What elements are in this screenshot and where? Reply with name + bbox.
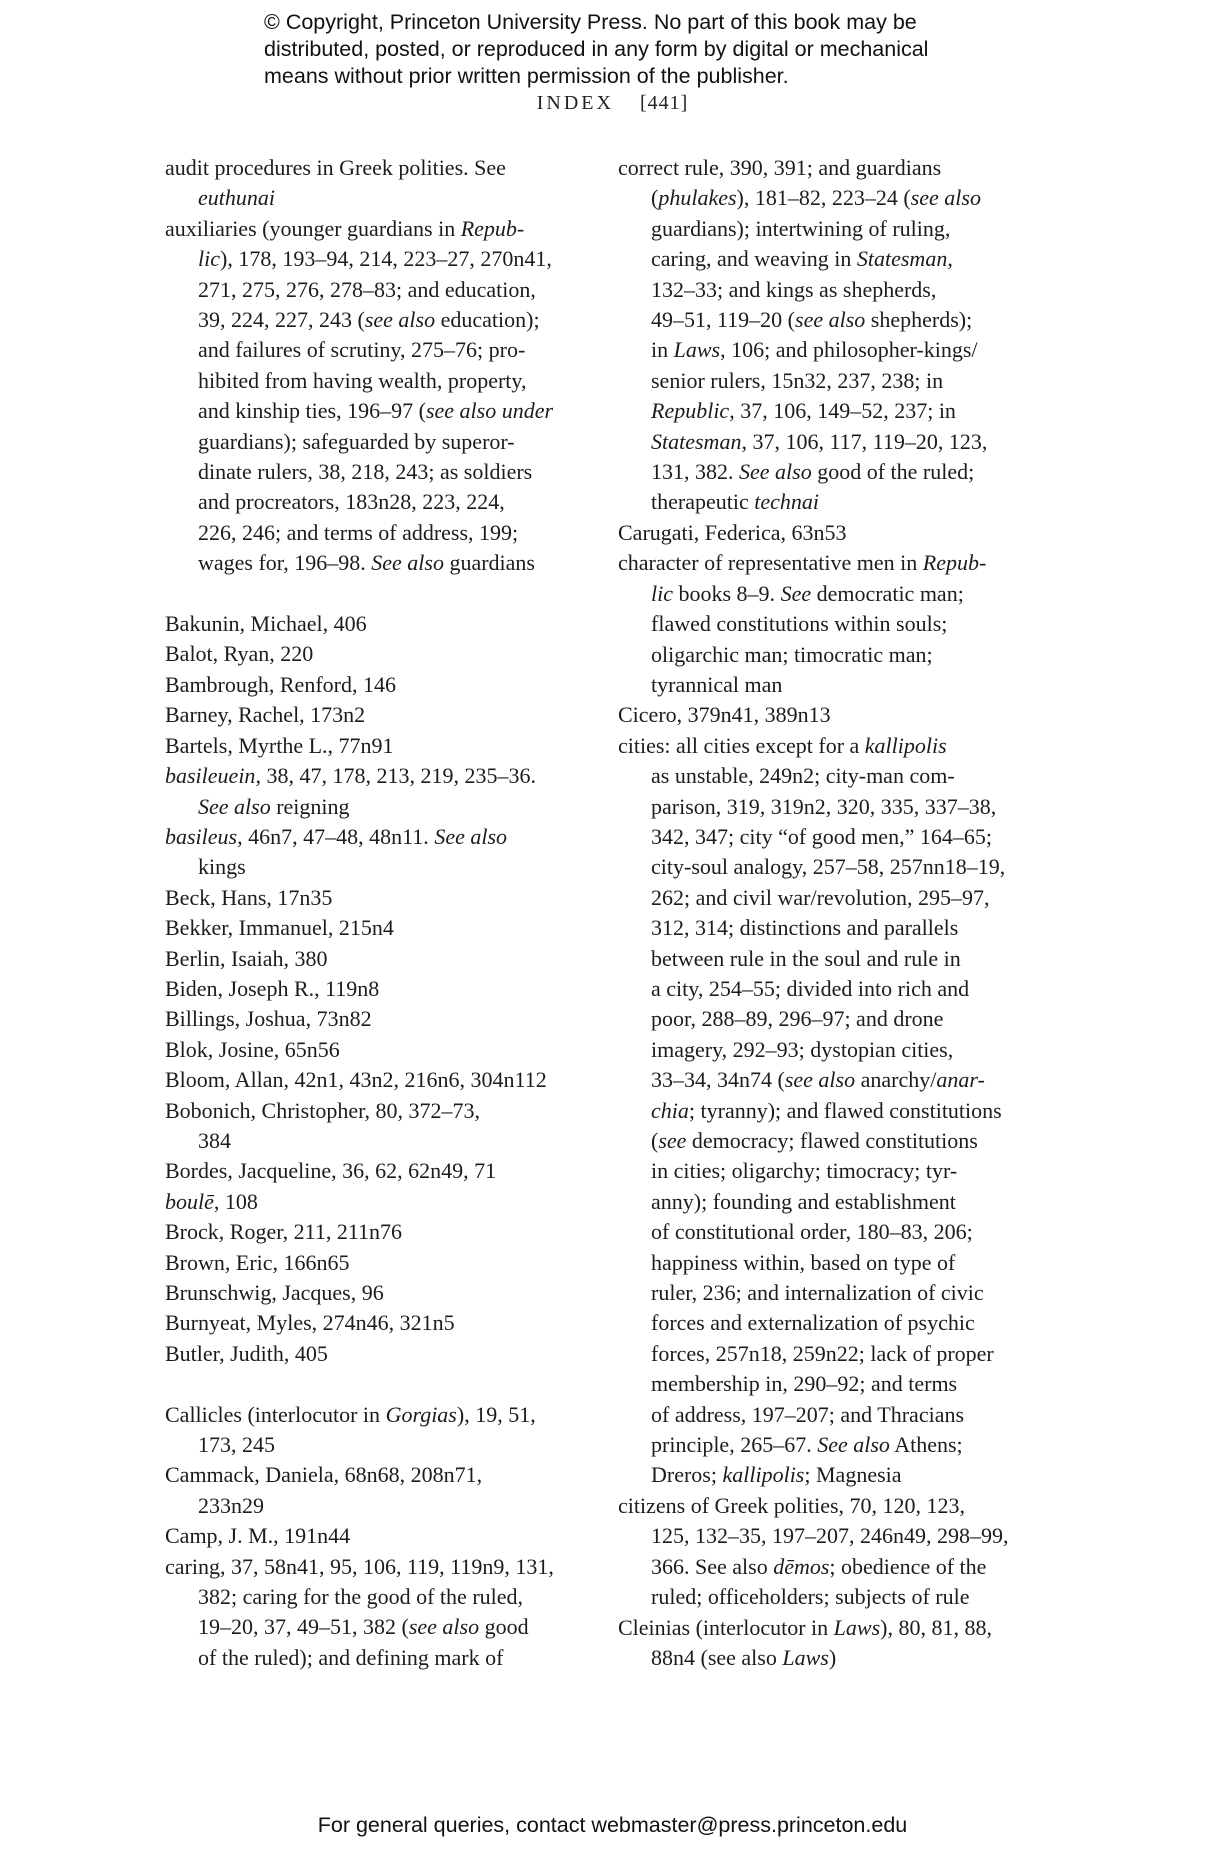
index-entry: Berlin, Isaiah, 380 [165, 945, 328, 971]
index-entry: Brock, Roger, 211, 211n76 [165, 1219, 403, 1245]
index-entry: Bambrough, Renford, 146 [165, 671, 396, 697]
index-entry: auxiliaries (younger guardians in Repub- lic), 178, 193–94, 214, 223–27, 270n41, 271, 275, 276, 278–83; and education, 39, 224, 227, 243 (see also education); and failures of scrutiny, 275–76; pro- hibited from having wealth, property, and kinship ties, 196–97 (see also under guardians); safeguarded by superor- dinate rulers, 38, 218, 243; as soldiers and procreators, 183n28, 223, 224, 226, 246; and terms of address, 199; wages for, 196–98. See also guardians [165, 215, 554, 576]
index-entry: citizens of Greek polities, 70, 120, 123, 125, 132–35, 197–207, 246n49, 298–99, 366. See also dēmos; obedience of the ruled; officeholders; subjects of rule [618, 1492, 1009, 1610]
index-entry: Camp, J. M., 191n44 [165, 1523, 351, 1549]
index-entry: Cleinias (interlocutor in Laws), 80, 81, 88, 88n4 (see also Laws) [618, 1614, 992, 1670]
copyright-line: © Copyright, Princeton University Press. No part of this book may be [264, 10, 917, 34]
index-entry: Blok, Josine, 65n56 [165, 1036, 340, 1062]
index-entry: Barney, Rachel, 173n2 [165, 702, 366, 728]
copyright-notice [264, 9, 1024, 90]
index-entry: basileus, 46n7, 47–48, 48n11. See also kings [165, 823, 508, 880]
index-entry: Bloom, Allan, 42n1, 43n2, 216n6, 304n112 [165, 1067, 547, 1093]
entry-group-gap [165, 1369, 585, 1399]
index-entry: boulē, 108 [165, 1188, 258, 1214]
running-head [0, 92, 1225, 115]
copyright-line: means without prior written permission of the publisher. [264, 64, 789, 88]
index-entry: Callicles (interlocutor in Gorgias), 19, 51, 173, 245 [165, 1401, 536, 1458]
index-entry: Brown, Eric, 166n65 [165, 1249, 350, 1275]
index-entry: Bakunin, Michael, 406 [165, 611, 367, 637]
index-entry-continued: correct rule, 390, 391; and guardians (phulakes), 181–82, 223–24 (see also guardians); intertwining of ruling, caring, and weaving in Statesman, 132–33; and kings as shepherds, 49–51, 119–20 (see also shepherds); in Laws, 106; and philosopher-kings/ senior rulers, 15n32, 237, 238; in Republic, 37, 106, 149–52, 237; in Statesman, 37, 106, 117, 119–20, 123, 131, 382. See also good of the ruled; therapeutic technai [618, 155, 988, 515]
index-entry: caring, 37, 58n41, 95, 106, 119, 119n9, 131, 382; caring for the good of the ruled, 19–20, 37, 49–51, 382 (see also good of the ruled); and defining mark of [165, 1553, 554, 1670]
index-entry: Bekker, Immanuel, 215n4 [165, 915, 394, 941]
index-entry: Beck, Hans, 17n35 [165, 884, 333, 910]
entry-group-gap [165, 579, 585, 609]
index-entry: Brunschwig, Jacques, 96 [165, 1280, 384, 1306]
index-entry: audit procedures in Greek polities. See euthunai [165, 155, 506, 211]
index-entry: character of representative men in Repub- lic books 8–9. See democratic man; flawed constitutions within souls; oligarchic man; timocratic man; tyrannical man [618, 550, 987, 697]
index-entry: Cicero, 379n41, 389n13 [618, 702, 831, 728]
index-entry: Cammack, Daniela, 68n68, 208n71, 233n29 [165, 1462, 483, 1518]
index-entry: cities: all cities except for a kallipolis as unstable, 249n2; city-man com- parison, 319, 319n2, 320, 335, 337–38, 342, 347; city “of good men,” 164–65; city-soul analogy, 257–58, 257nn18–19, 262; and civil war/revolution, 295–97, 312, 314; distinctions and parallels between rule in the soul and rule in a city, 254–55; divided into rich and poor, 288–89, 296–97; and drone imagery, 292–93; dystopian cities, 33–34, 34n74 (see also anarchy/anar- chia; tyranny); and flawed constitutions (see democracy; flawed constitutions in cities; oligarchy; timocracy; tyr- anny); founding and establishment of constitutional order, 180–83, 206; happiness within, based on type of ruler, 236; and internalization of civic forces and externalization of psychic forces, 257n18, 259n22; lack of proper membership in, 290–92; and terms of address, 197–207; and Thracians principle, 265–67. See also Athens; Dreros; kallipolis; Magnesia [618, 732, 1006, 1488]
index-entry: Bobonich, Christopher, 80, 372–73, 384 [165, 1097, 481, 1153]
index-entry: basileuein, 38, 47, 178, 213, 219, 235–36. See also reigning [165, 763, 536, 819]
index-column-left [165, 153, 585, 1673]
index-entry: Carugati, Federica, 63n53 [618, 519, 847, 545]
index-entry: Biden, Joseph R., 119n8 [165, 975, 380, 1001]
index-entry: Bordes, Jacqueline, 36, 62, 62n49, 71 [165, 1158, 497, 1184]
index-entry: Billings, Joshua, 73n82 [165, 1006, 372, 1032]
running-head-label: INDEX [536, 92, 614, 114]
index-entry: Bartels, Myrthe L., 77n91 [165, 732, 394, 758]
footer-contact: For general queries, contact webmaster@press.princeton.edu [317, 1813, 908, 1837]
index-column-right [618, 153, 1038, 1673]
page-number: [441] [639, 92, 689, 114]
index-entry: Burnyeat, Myles, 274n46, 321n5 [165, 1310, 455, 1336]
index-entry: Butler, Judith, 405 [165, 1340, 328, 1366]
index-entry: Balot, Ryan, 220 [165, 641, 314, 667]
copyright-line: distributed, posted, or reproduced in any form by digital or mechanical [264, 37, 929, 61]
